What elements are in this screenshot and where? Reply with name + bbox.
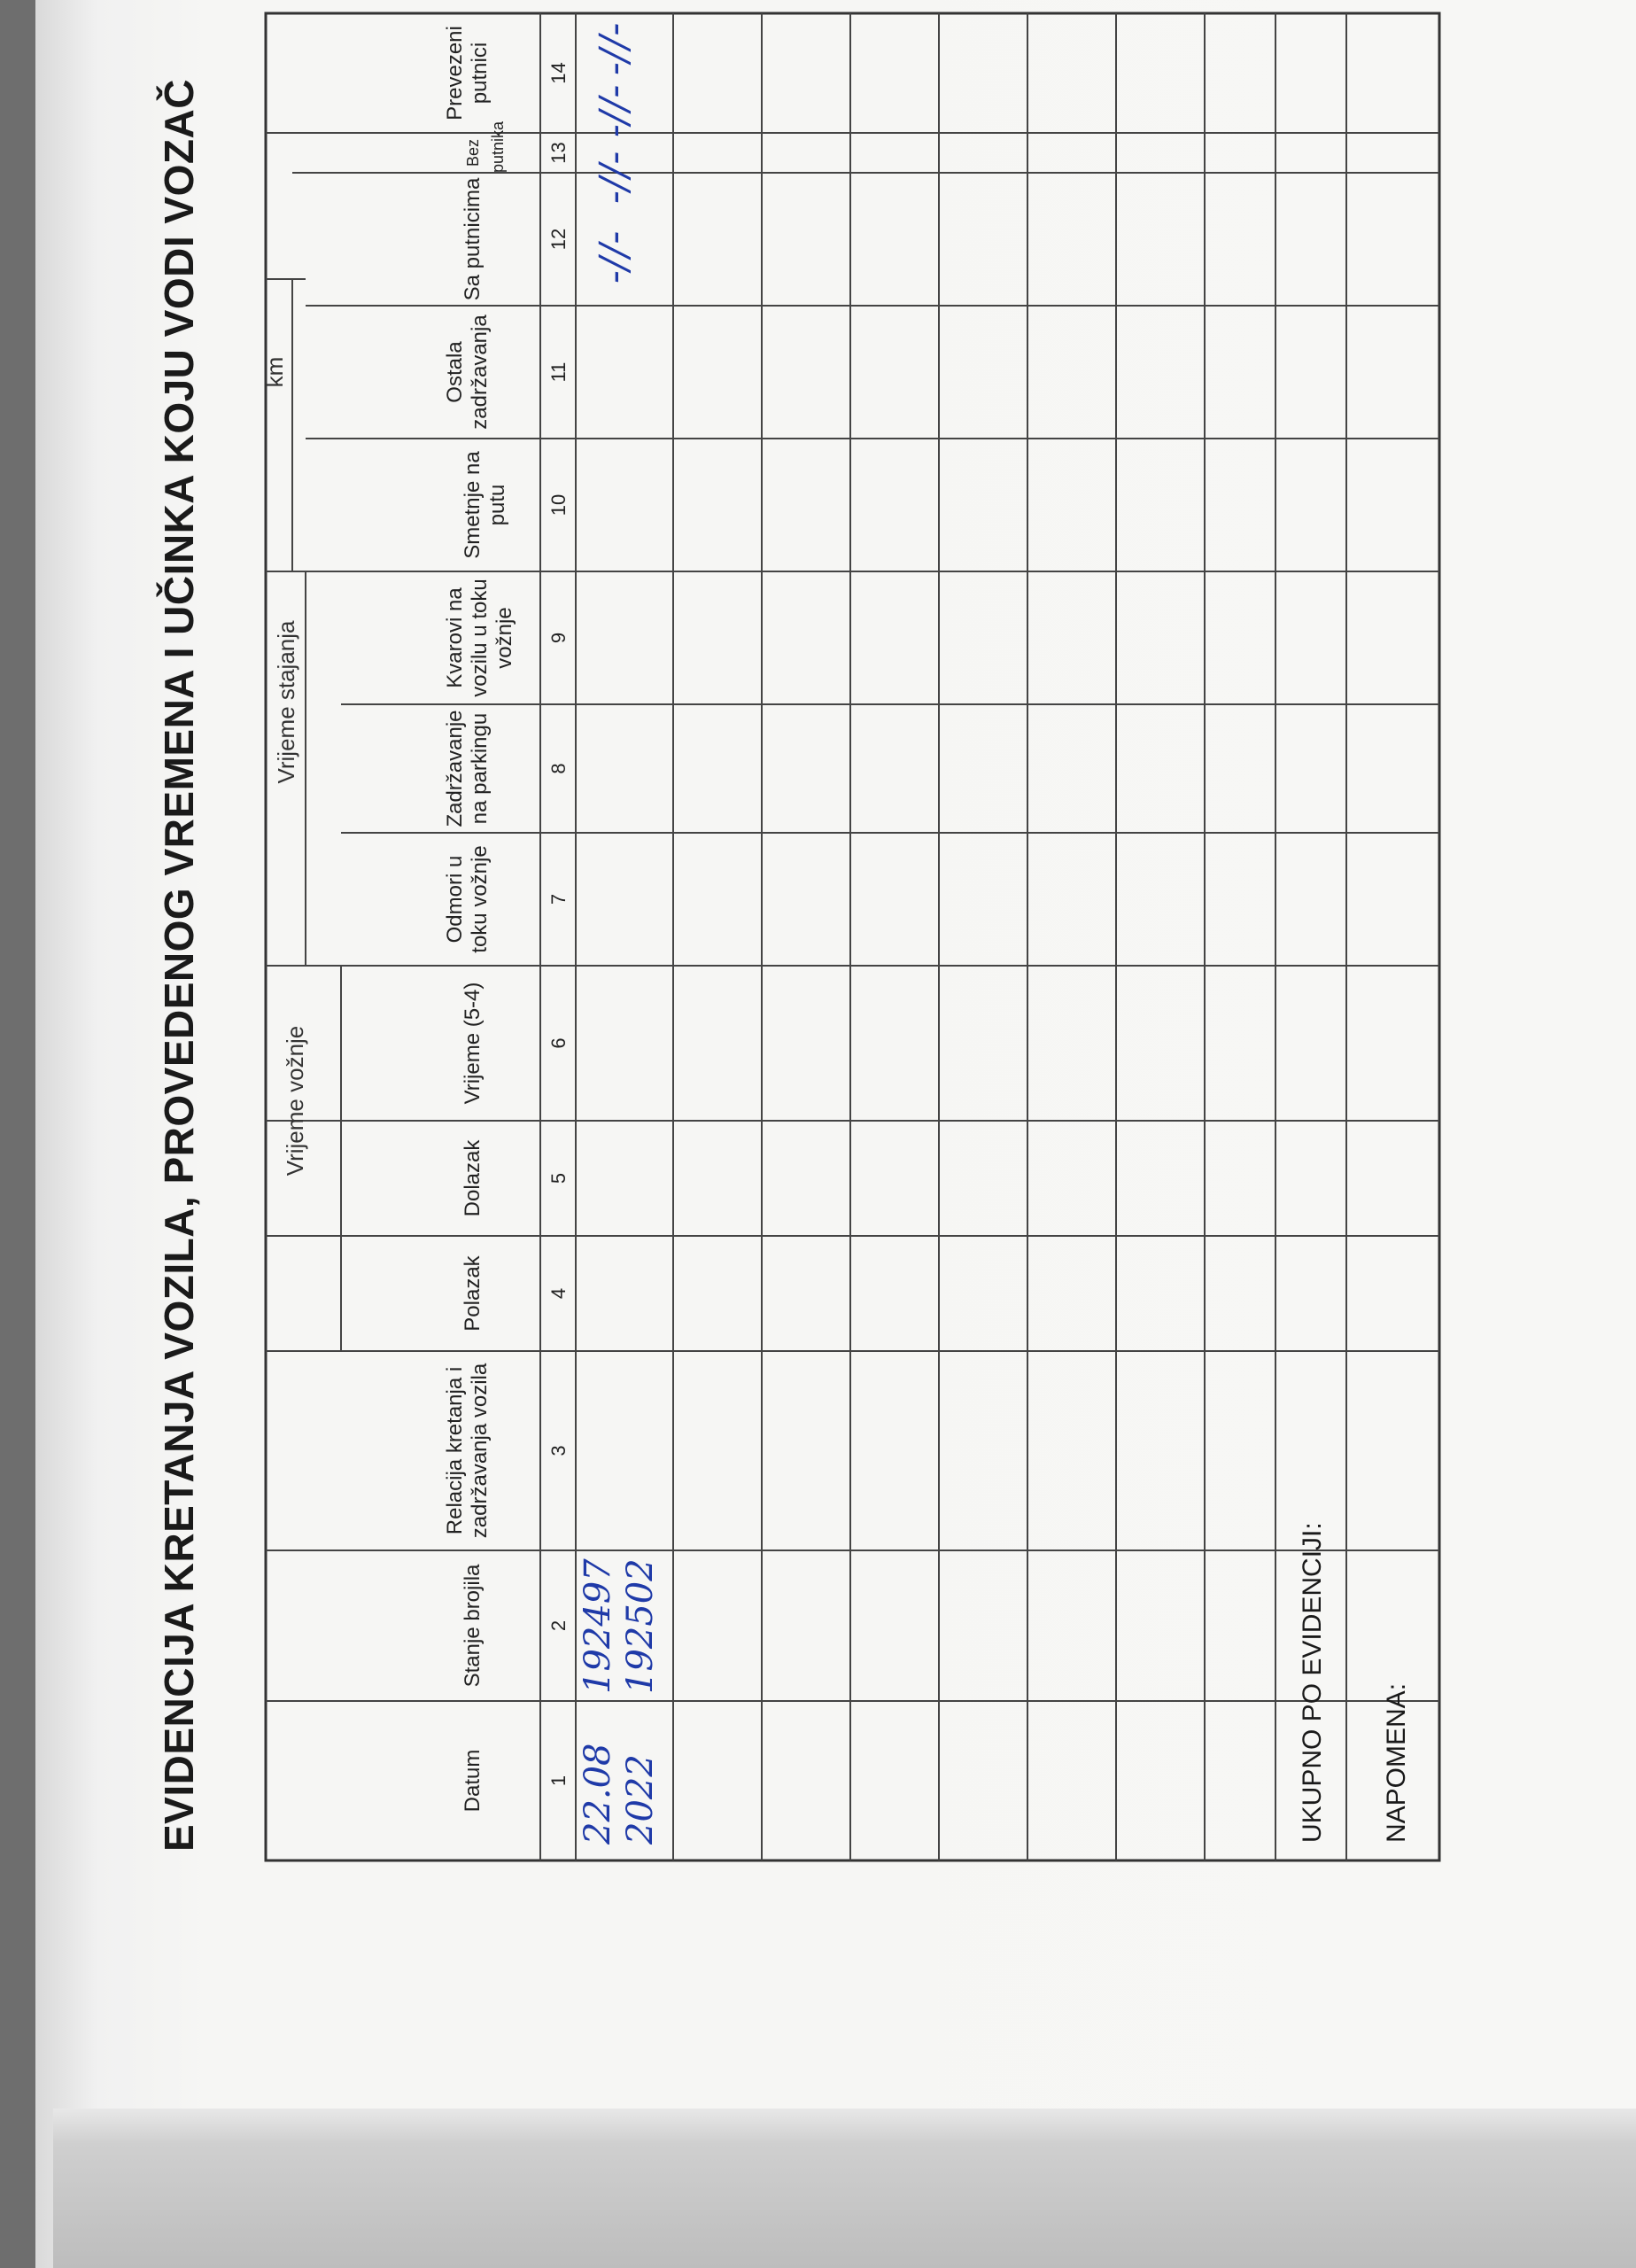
col-header-stanje-brojila: Stanje brojila <box>461 1564 485 1688</box>
col-header-sa-putnicima: Sa putnicima <box>461 177 485 301</box>
entry-brojilo-line1[interactable]: 192497 <box>578 1558 618 1694</box>
group-vrijeme-stajanja: Vrijeme stajanja <box>273 620 299 784</box>
col-num-9: 9 <box>547 632 570 644</box>
col-header-kvarovi: Kvarovi na vozilu u toku vožnje <box>443 579 516 697</box>
group-km: km <box>261 356 288 388</box>
col-header-prevezeni: Prevezeni putnici <box>443 26 492 120</box>
col-num-12: 12 <box>547 228 570 251</box>
col-num-7: 7 <box>547 893 570 905</box>
entry-brojilo-line2[interactable]: 192502 <box>620 1558 661 1694</box>
col-header-ostala: Ostala zadržavanja <box>443 315 492 430</box>
col-header-datum: Datum <box>461 1749 485 1813</box>
col-num-13: 13 <box>547 142 570 164</box>
col-num-5: 5 <box>547 1172 570 1184</box>
entry-datum-line2[interactable]: 2022 <box>620 1754 661 1845</box>
col-num-4: 4 <box>547 1287 570 1300</box>
col-header-odmori: Odmori u toku vožnje <box>443 845 492 953</box>
col-header-bez-putnika: Bez putnika <box>464 120 507 173</box>
col-header-smetnje: Smetnje na putu <box>461 451 509 559</box>
col-header-polazak: Polazak <box>461 1255 485 1332</box>
col-num-11: 11 <box>547 361 570 383</box>
entry-sa-putnicima[interactable]: -//- <box>592 230 637 284</box>
col-num-3: 3 <box>547 1445 570 1456</box>
col-num-2: 2 <box>547 1619 570 1632</box>
napomena-label: NAPOMENA: <box>1382 1682 1411 1843</box>
entry-prevezeni-putnici[interactable]: -//- <box>592 84 637 137</box>
col-num-1: 1 <box>547 1775 570 1787</box>
entry-datum-line1[interactable]: 22.08 <box>578 1743 618 1845</box>
col-num-8: 8 <box>547 763 570 774</box>
col-header-zadrzavanje-parking: Zadržavanje na parkingu <box>443 710 492 827</box>
entry-bez-putnika[interactable]: -//- <box>592 151 637 204</box>
ukupno-po-evidenciji-label: UKUPNO PO EVIDENCIJI: <box>1298 1522 1327 1843</box>
col-num-14: 14 <box>547 62 570 84</box>
form-title: EVIDENCIJA KRETANJA VOZILA, PROVEDENOG VREMENA I UČINKA KOJU VODI VOZAČ <box>156 79 202 1852</box>
col-header-vrijeme-5-4: Vrijeme (5-4) <box>461 982 485 1105</box>
col-num-10: 10 <box>547 493 570 517</box>
col-header-dolazak: Dolazak <box>461 1139 485 1217</box>
group-vrijeme-voznje: Vrijeme vožnje <box>282 1025 308 1177</box>
col-num-6: 6 <box>547 1037 570 1049</box>
col-header-relacija: Relacija kretanja i zadržavanja vozila <box>443 1363 492 1539</box>
entry-primjedbe[interactable]: -//- <box>592 22 637 75</box>
